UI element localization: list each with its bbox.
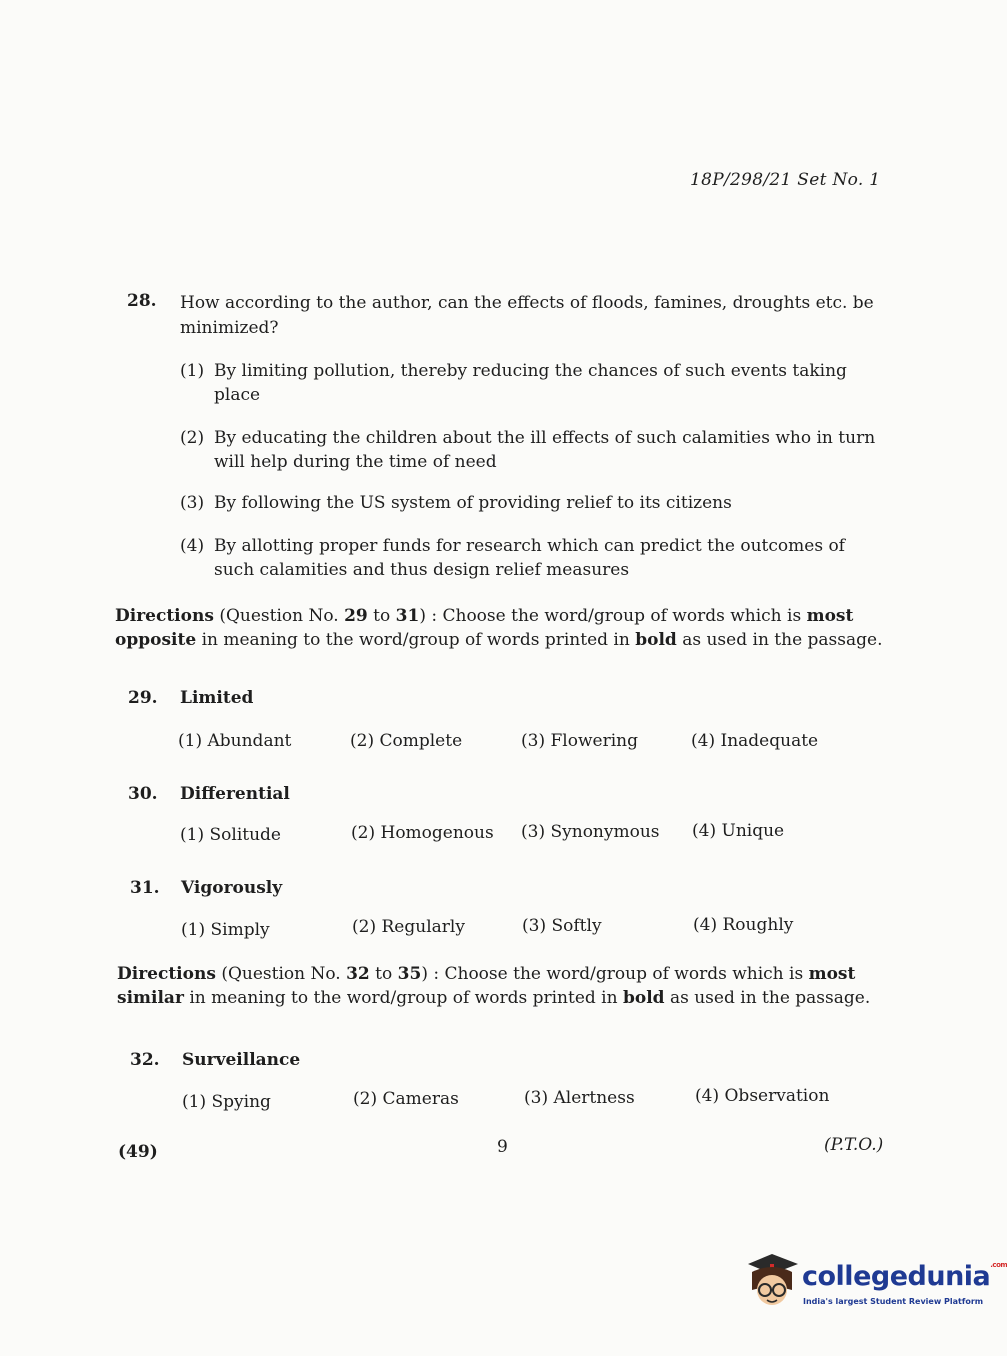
option-item bbox=[691, 731, 818, 751]
option-text: Unique bbox=[721, 821, 785, 841]
directions-to: 31 bbox=[395, 606, 420, 626]
option-text: Complete bbox=[379, 731, 463, 751]
question-number: 31. bbox=[130, 878, 160, 898]
directions-bold-word: bold bbox=[635, 630, 677, 650]
option-item bbox=[180, 534, 885, 582]
option-number: (3) bbox=[521, 731, 546, 751]
option-text: Synonymous bbox=[550, 822, 660, 842]
directions-emphasis: most similar bbox=[117, 964, 856, 1008]
option-item bbox=[524, 1088, 635, 1108]
option-number: (3) bbox=[180, 493, 205, 513]
option-item bbox=[178, 731, 291, 751]
directions-bold-word: bold bbox=[622, 988, 665, 1008]
option-item bbox=[352, 917, 465, 937]
option-item bbox=[695, 1086, 829, 1106]
option-text: Regularly bbox=[381, 917, 465, 937]
option-text: Spying bbox=[211, 1092, 271, 1112]
option-number: (1) bbox=[181, 920, 206, 940]
option-item bbox=[180, 426, 885, 474]
directions-to: 35 bbox=[397, 964, 422, 984]
question-text: How according to the author, can the effects of floods, famines, droughts etc. be minimized? bbox=[180, 293, 874, 338]
option-text: By educating the children about the ill effects of such calamities who in turn will help during the time of need bbox=[214, 428, 876, 472]
option-number: (1) bbox=[178, 731, 203, 751]
directions-to-word: to bbox=[375, 964, 393, 984]
option-number: (4) bbox=[691, 731, 716, 751]
page-number: 9 bbox=[497, 1137, 508, 1157]
option-number: (3) bbox=[524, 1088, 549, 1108]
option-text: Simply bbox=[210, 920, 270, 940]
directions-pre: (Question No. bbox=[221, 964, 341, 984]
option-text: By following the US system of providing relief to its citizens bbox=[214, 493, 732, 513]
option-number: (4) bbox=[693, 915, 718, 935]
directions-from: 29 bbox=[344, 606, 368, 626]
question-word: Limited bbox=[180, 688, 254, 708]
logo-suffix: .com bbox=[990, 1261, 1007, 1269]
directions-end: as used in the passage. bbox=[669, 988, 871, 1008]
option-number: (1) bbox=[182, 1092, 207, 1112]
logo-name: collegedunia bbox=[802, 1261, 991, 1292]
option-text: Inadequate bbox=[720, 731, 819, 751]
option-number: (4) bbox=[695, 1086, 720, 1106]
option-number: (2) bbox=[353, 1089, 378, 1109]
pto-note: (P.T.O.) bbox=[824, 1135, 884, 1155]
question-word: Vigorously bbox=[181, 878, 283, 898]
option-text: Roughly bbox=[722, 915, 794, 935]
option-item bbox=[692, 821, 784, 841]
directions-mid: ) : Choose the word/group of words which is bbox=[419, 606, 802, 626]
option-text: Observation bbox=[724, 1086, 830, 1106]
option-text: Softly bbox=[551, 916, 602, 936]
question-word: Differential bbox=[180, 784, 290, 804]
option-text: Cameras bbox=[382, 1089, 459, 1109]
option-item bbox=[521, 822, 660, 842]
option-item bbox=[521, 731, 638, 751]
option-item bbox=[353, 1089, 459, 1109]
directions-mid: ) : Choose the word/group of words which is bbox=[421, 964, 804, 984]
directions-from: 32 bbox=[346, 964, 370, 984]
option-text: Homogenous bbox=[380, 823, 494, 843]
option-item bbox=[182, 1092, 271, 1112]
option-text: Flowering bbox=[550, 731, 638, 751]
directions-to-word: to bbox=[373, 606, 391, 626]
collegedunia-logo bbox=[742, 1250, 1007, 1320]
option-number: (2) bbox=[351, 823, 376, 843]
directions-end: as used in the passage. bbox=[682, 630, 883, 650]
directions-post: in meaning to the word/group of words printed in bbox=[201, 630, 630, 650]
option-number: (2) bbox=[180, 428, 205, 448]
question-number: 29. bbox=[128, 688, 158, 708]
directions-emphasis: most opposite bbox=[115, 606, 854, 650]
option-item bbox=[693, 915, 793, 935]
option-text: Solitude bbox=[209, 825, 281, 845]
mascot-icon bbox=[742, 1250, 802, 1314]
directions-post: in meaning to the word/group of words printed in bbox=[189, 988, 618, 1008]
directions-pre: (Question No. bbox=[219, 606, 339, 626]
directions-similar bbox=[117, 962, 887, 1010]
option-text: By allotting proper funds for research which can predict the outcomes of such calamities and thus design relief measures bbox=[214, 536, 845, 580]
option-text: Alertness bbox=[553, 1088, 635, 1108]
option-text: By limiting pollution, thereby reducing the chances of such events taking place bbox=[214, 361, 847, 405]
footer-code: (49) bbox=[118, 1142, 158, 1162]
option-number: (3) bbox=[521, 822, 546, 842]
option-text: Abundant bbox=[207, 731, 292, 751]
option-item bbox=[350, 731, 462, 751]
option-number: (4) bbox=[692, 821, 717, 841]
paper-code: 18P/298/21 Set No. 1 bbox=[690, 170, 881, 190]
directions-opposite bbox=[115, 604, 885, 652]
question-number: 28. bbox=[127, 291, 157, 311]
option-item bbox=[180, 825, 281, 845]
option-number: (1) bbox=[180, 825, 205, 845]
directions-label: Directions bbox=[117, 964, 216, 984]
option-item bbox=[522, 916, 602, 936]
question-number: 32. bbox=[130, 1050, 160, 1070]
option-item bbox=[180, 359, 885, 407]
option-number: (2) bbox=[350, 731, 375, 751]
option-number: (2) bbox=[352, 917, 377, 937]
option-item bbox=[181, 920, 270, 940]
option-item bbox=[351, 823, 494, 843]
question-word: Surveillance bbox=[182, 1050, 301, 1070]
option-number: (3) bbox=[522, 916, 547, 936]
option-item bbox=[180, 491, 885, 515]
option-number: (1) bbox=[180, 361, 205, 381]
option-number: (4) bbox=[180, 536, 205, 556]
logo-tagline: India's largest Student Review Platform bbox=[803, 1297, 984, 1306]
question-number: 30. bbox=[128, 784, 158, 804]
directions-label: Directions bbox=[115, 606, 214, 626]
